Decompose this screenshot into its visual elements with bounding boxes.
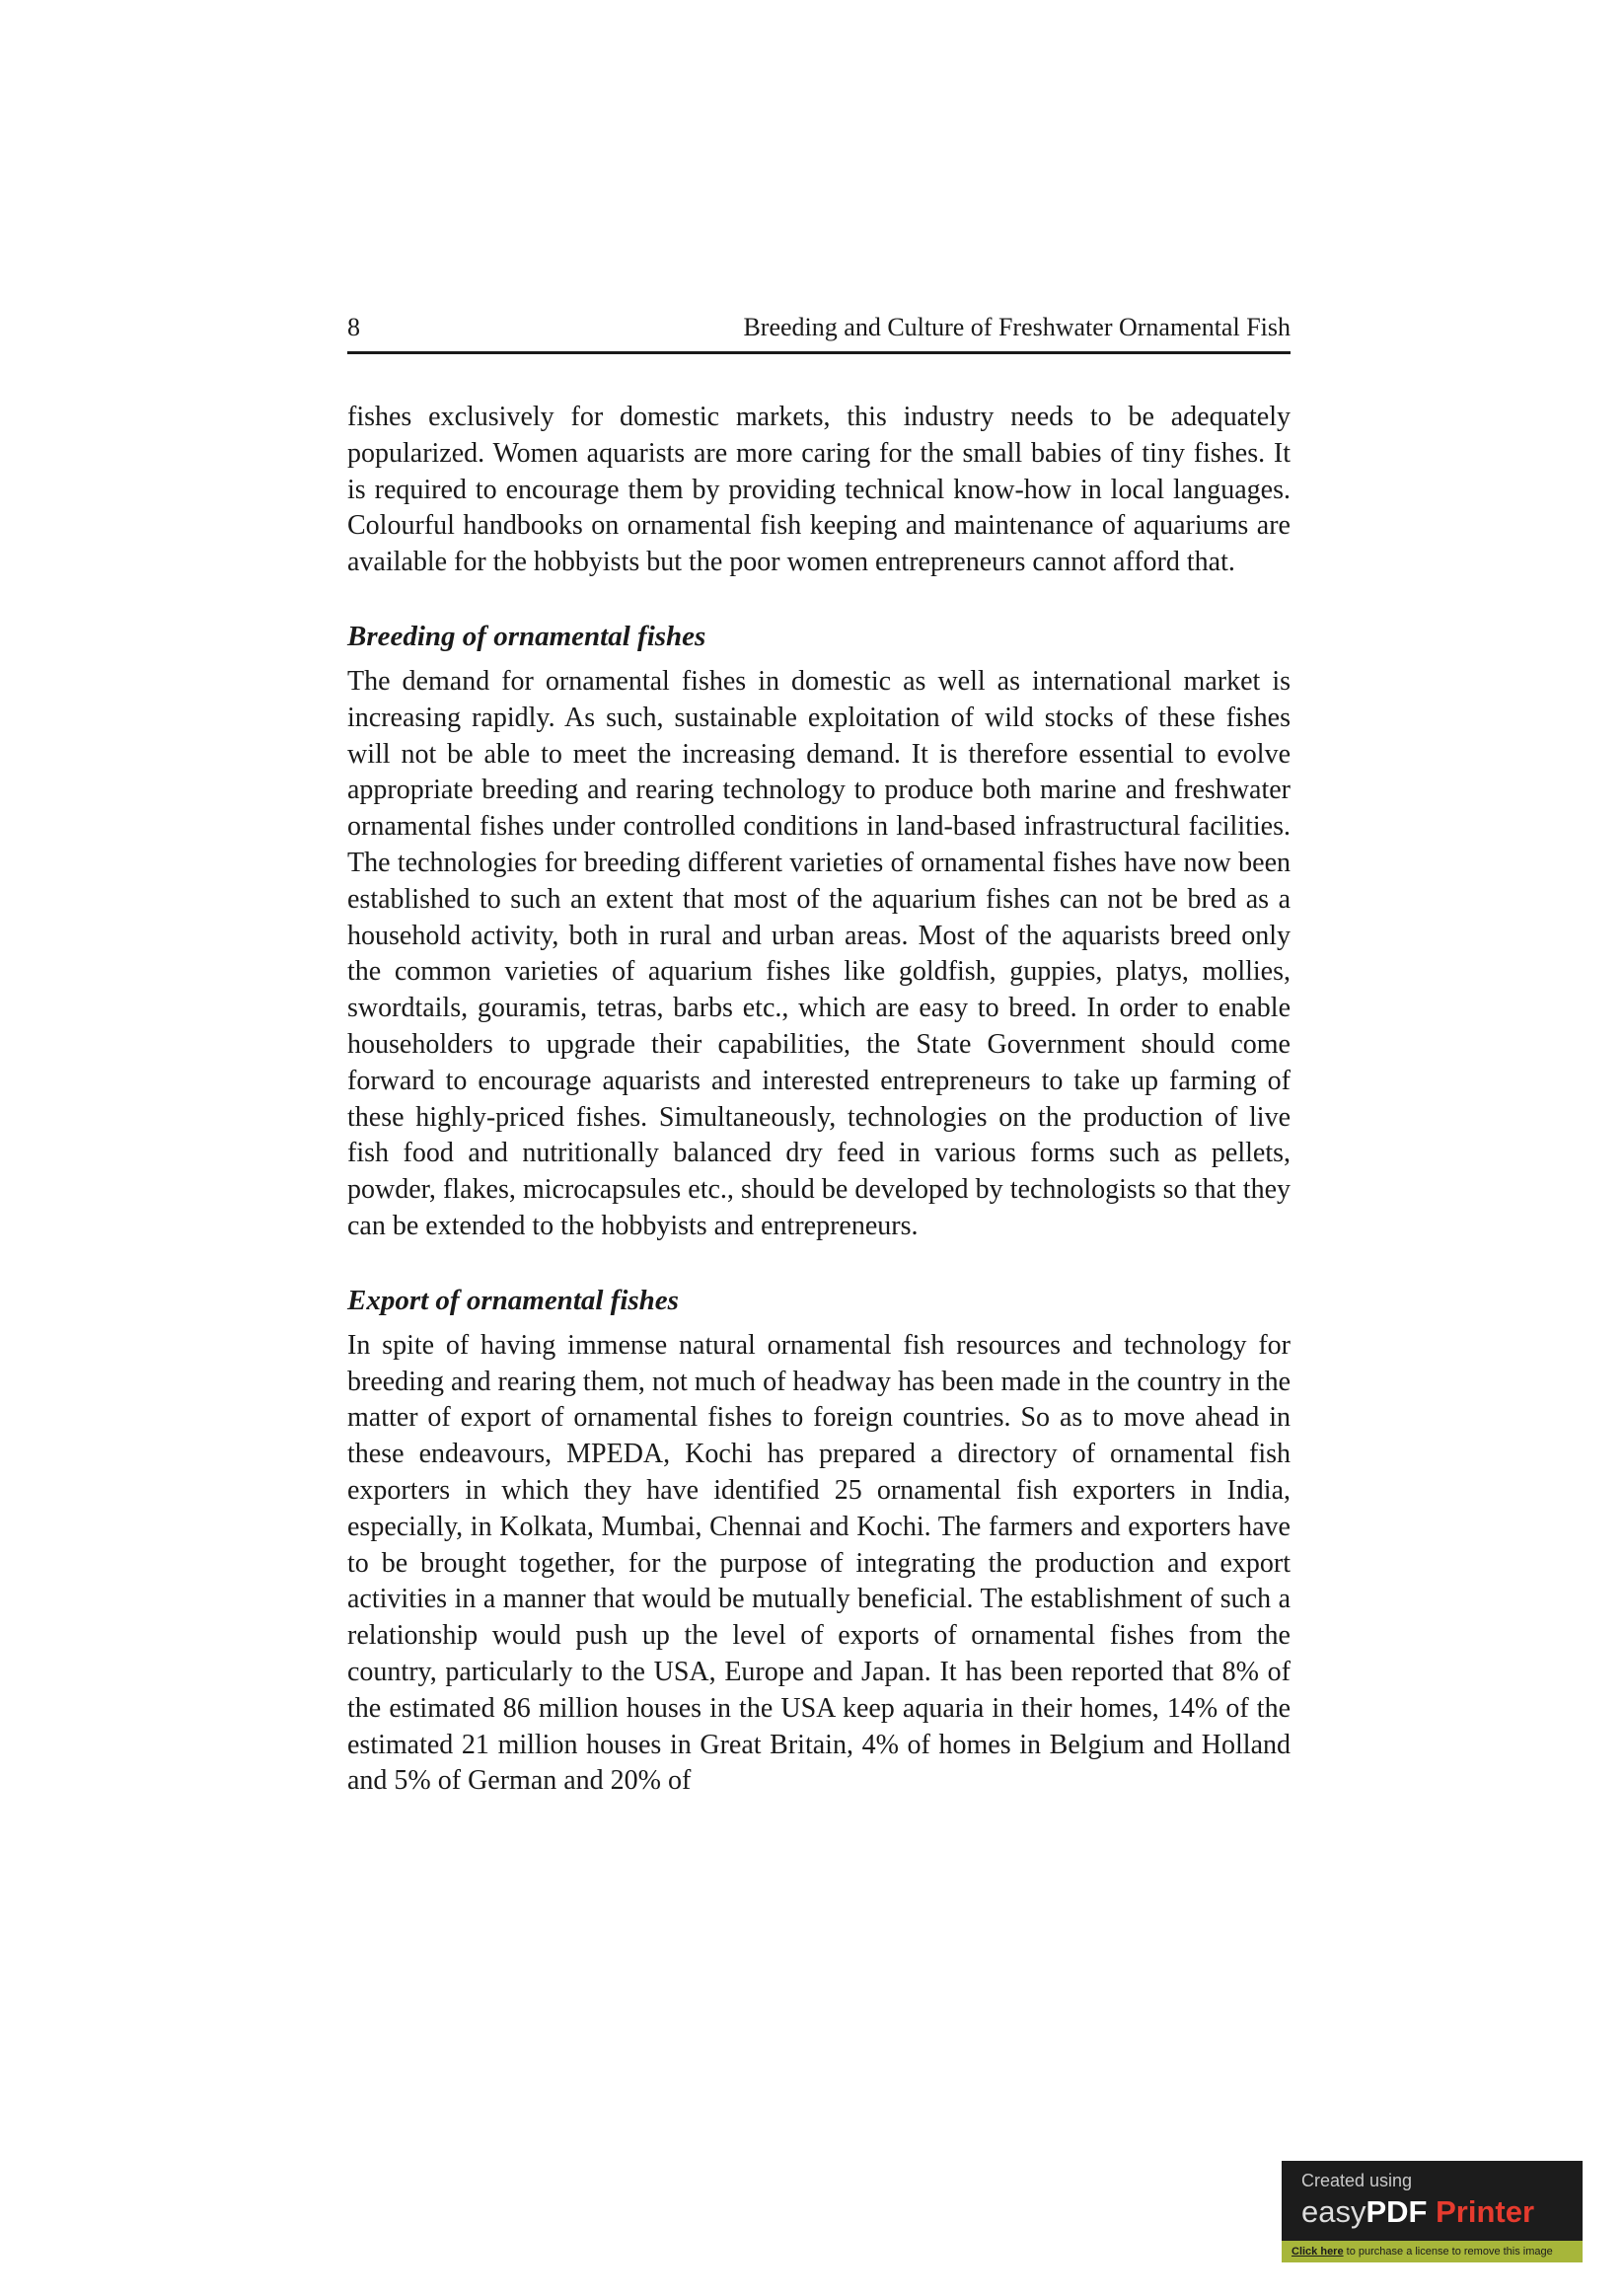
section-heading-breeding: Breeding of ornamental fishes bbox=[347, 620, 706, 652]
body-text bbox=[347, 400, 1291, 1800]
document-page bbox=[347, 308, 1291, 1800]
running-title: Breeding and Culture of Freshwater Ornamental Fish bbox=[743, 313, 1291, 341]
license-text: to purchase a license to remove this image bbox=[1343, 2246, 1553, 2258]
page-number: 8 bbox=[347, 313, 360, 341]
section-heading-export: Export of ornamental fishes bbox=[347, 1284, 679, 1316]
brand-pdf: PDF bbox=[1366, 2194, 1428, 2229]
click-here-link[interactable]: Click here bbox=[1292, 2246, 1344, 2258]
running-header bbox=[347, 308, 1291, 354]
easypdf-watermark[interactable] bbox=[1282, 2161, 1583, 2262]
brand-printer: Printer bbox=[1427, 2194, 1535, 2229]
section-paragraph-export: In spite of having immense natural ornamental fish resources and technology for breeding and rearing them, not much of headway has been made in the country in the matter of export of ornamental fishes to foreign countries. So as to move ahead in these endeavours, MPEDA, Kochi has prepared a directory of ornamental fish exporters in which they have identified 25 ornamental fish exporters in India, especially, in Kolkata, Mumbai, Chennai and Kochi. The farmers and exporters have to be brought together, for the purpose of integrating the production and export activities in a manner that would be mutually beneficial. The establishment of such a relationship would push up the level of exports of ornamental fishes from the country, particularly to the USA, Europe and Japan. It has been reported that 8% of the estimated 86 million houses in the USA keep aquaria in their homes, 14% of the estimated 21 million houses in Great Britain, 4% of homes in Belgium and Holland and 5% of German and 20% of bbox=[347, 1329, 1291, 1797]
brand-easy: easy bbox=[1301, 2194, 1366, 2229]
intro-paragraph: fishes exclusively for domestic markets, this industry needs to be adequately popularized. Women aquarists are more caring for the small babies of tiny fishes. It is required to encourage them by providing technical know-how in local languages. Colourful handbooks on ornamental fish keeping and maintenance of aquariums are available for the hobbyists but the poor women entrepreneurs cannot afford that. bbox=[347, 402, 1291, 578]
section-paragraph-breeding: The demand for ornamental fishes in domestic as well as international market is increasing rapidly. As such, sustainable exploitation of wild stocks of these fishes will not be able to meet the increasing demand. It is therefore essential to evolve appropriate breeding and rearing technology to produce both marine and freshwater ornamental fishes under controlled conditions in land-based infrastructural facilities. The technologies for breeding different varieties of ornamental fishes have now been established to such an extent that most of the aquarium fishes can not be bred as a household activity, both in rural and urban areas. Most of the aquarists breed only the common varieties of aquarium fishes like goldfish, guppies, platys, mollies, swordtails, gouramis, tetras, barbs etc., which are easy to breed. In order to enable householders to upgrade their capabilities, the State Government should come forward to encourage aquarists and interested entrepreneurs to take up farming of these highly-priced fishes. Simultaneously, technologies on the production of live fish food and nutritionally balanced dry feed in various forms such as pellets, powder, flakes, microcapsules etc., should be developed by technologists so that they can be extended to the hobbyists and entrepreneurs. bbox=[347, 665, 1291, 1241]
watermark-license-bar bbox=[1282, 2241, 1583, 2262]
watermark-brand-logo bbox=[1301, 2194, 1534, 2230]
watermark-created-using: Created using bbox=[1301, 2171, 1413, 2190]
